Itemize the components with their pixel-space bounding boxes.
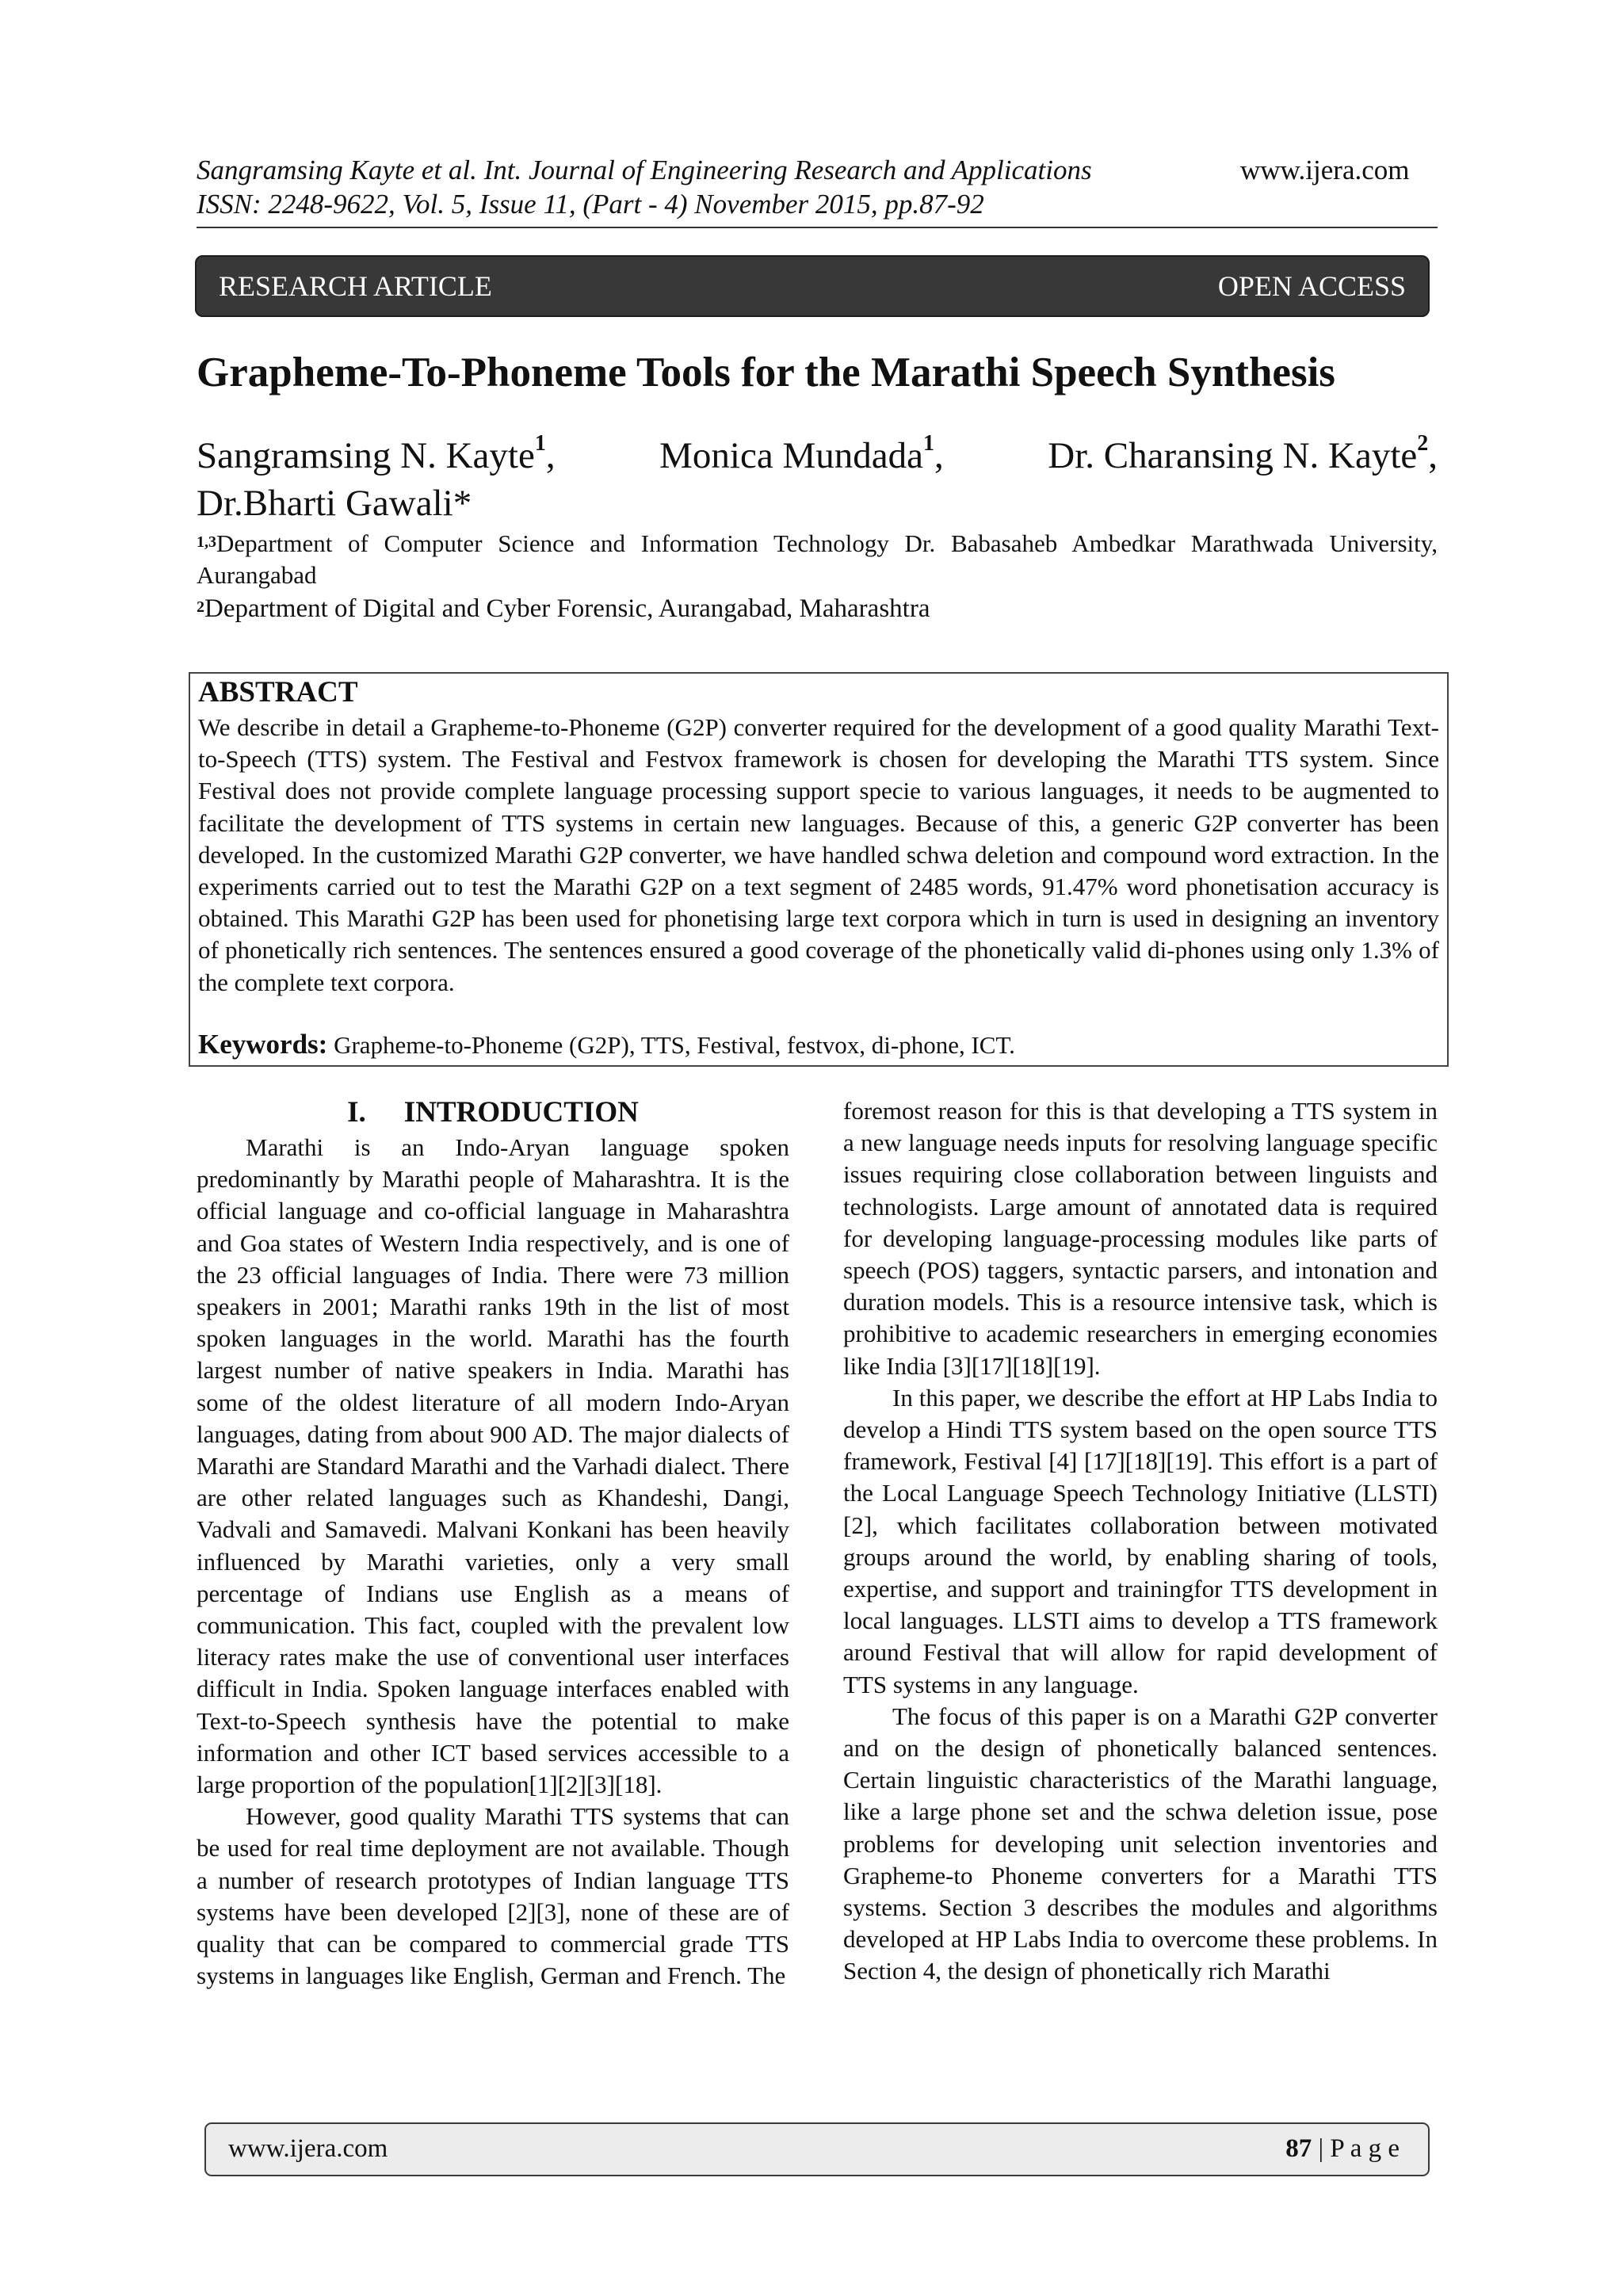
footer-url[interactable]: www.ijera.com (228, 2134, 388, 2163)
header-rule (197, 227, 1438, 228)
paragraph: However, good quality Marathi TTS systems that can be used for real time deployment are not available. Though a number of research prototypes of Indian language TTS systems have been developed [2][3], none of these are of quality that can be compared to commercial grade TTS systems in languages like English, German and French. The (197, 1802, 789, 1990)
page-label: | P a g e (1318, 2134, 1400, 2163)
affiliation: $^2$Department of Digital and Cyber Forensic, Aurangabad, Maharashtra (197, 594, 930, 623)
section-heading (197, 1095, 789, 1129)
paragraph: Marathi is an Indo-Aryan language spoken predominantly by Marathi people of Maharashtra. It is the official language and co-official language in Maharashtra and Goa states of Western India respectively, and is one of the 23 official languages of India. There were 73 million speakers in 2001; Marathi ranks 19th in the list of most spoken languages in the world. Marathi has the fourth largest number of native speakers in India. Marathi has some of the oldest literature of all modern Indo-Aryan languages, dating from about 900 AD. The major dialects of Marathi are Standard Marathi and the Varhadi dialect. There are other related languages such as Khandeshi, Dangi, Vadvali and Samavedi. Malvani Konkani has been heavily influenced by Marathi varieties, only a very small percentage of Indians use English as a means of communication. This fact, coupled with the prevalent low literacy rates make the use of conventional user interfaces difficult in India. Spoken language interfaces enabled with Text-to-Speech synthesis have the potential to make information and other ICT based services accessible to a large proportion of the population[1][2][3][18]. (197, 1133, 789, 1799)
abstract-heading: ABSTRACT (198, 676, 358, 709)
open-access-label: OPEN ACCESS (1217, 270, 1406, 302)
article-type-label: RESEARCH ARTICLE (219, 270, 492, 302)
paper-title: Grapheme-To-Phoneme Tools for the Marathi Speech Synthesis (197, 350, 1335, 395)
article-banner (195, 255, 1430, 317)
abstract-text: We describe in detail a Grapheme-to-Phoneme (G2P) converter required for the development of a good quality Marathi Text-to-Speech (TTS) system. The Festival and Festvox framework is chosen for developing the Marathi TTS system. Since Festival does not provide complete language processing support specie to various languages, it needs to be augmented to facilitate the development of TTS systems in certain new languages. Because of this, a generic G2P converter has been developed. In the customized Marathi G2P converter, we have handled schwa deletion and compound word extraction. In the experiments carried out to test the Marathi G2P on a text segment of 2485 words, 91.47% word phonetisation accuracy is obtained. This Marathi G2P has been used for phonetising large text corpora which in turn is used in designing an inventory of phonetically rich sentences. The sentences ensured a good coverage of the phonetically valid di-phones using only 1.3% of the complete text corpora. (198, 713, 1439, 996)
author: Sangramsing N. Kayte$^1$, (197, 431, 556, 476)
footer-page (1285, 2134, 1400, 2164)
header-issn: ISSN: 2248-9622, Vol. 5, Issue 11, (Part - 4) November 2015, pp.87-92 (197, 189, 984, 220)
author: Dr.Bharti Gawali* (197, 483, 472, 524)
header-url[interactable]: www.ijera.com (1240, 155, 1410, 185)
keywords (198, 1029, 1015, 1060)
section-number: I. (347, 1096, 366, 1129)
paragraph: In this paper, we describe the effort at HP Labs India to develop a Hindi TTS system based on the open source TTS framework, Festival [4] [17][18][19]. This effort is a part of the Local Language Speech Technology Initiative (LLSTI) [2], which facilitates collaboration between motivated groups around the world, by enabling sharing of tools, expertise, and support and trainingfor TTS development in local languages. LLSTI aims to develop a TTS framework around Festival that will allow for rapid development of TTS systems in any language. (843, 1383, 1438, 1698)
page-footer (204, 2122, 1430, 2176)
body-column-right (843, 1095, 1438, 1988)
body-column-left (197, 1132, 789, 1992)
author: Monica Mundada$^1$, (659, 431, 944, 476)
section-title: INTRODUCTION (403, 1096, 639, 1129)
keywords-text: Grapheme-to-Phoneme (G2P), TTS, Festival, festvox, di-phone, ICT. (334, 1031, 1015, 1059)
paragraph: The focus of this paper is on a Marathi G2P converter and on the design of phonetically balanced sentences. Certain linguistic characteristics of the Marathi language, like a large phone set and the schwa deletion issue, pose problems for developing unit selection inventories and Grapheme-to Phoneme converters for a Marathi TTS systems. Section 3 describes the modules and algorithms developed at HP Labs India to overcome these problems. In Section 4, the design of phonetically rich Marathi (843, 1702, 1438, 1985)
page-number: 87 (1285, 2134, 1312, 2163)
paragraph: foremost reason for this is that developing a TTS system in a new language needs inputs for resolving language specific issues requiring close collaboration between linguists and technologists. Large amount of annotated data is required for developing language-processing modules like parts of speech (POS) taggers, syntactic parsers, and intonation and duration models. This is a resource intensive task, which is prohibitive to academic researchers in emerging economies like India [3][17][18][19]. (843, 1097, 1438, 1380)
author: Dr. Charansing N. Kayte$^2$, (1048, 431, 1438, 476)
author-list (197, 431, 1438, 477)
keywords-label: Keywords: (198, 1029, 328, 1060)
header-citation: Sangramsing Kayte et al. Int. Journal of Engineering Research and Applications (197, 155, 1092, 185)
affiliation: $^{1,3}$Department of Computer Science and Information Technology Dr. Babasaheb Ambedkar Marathwada University, Aurangabad (197, 529, 1438, 589)
